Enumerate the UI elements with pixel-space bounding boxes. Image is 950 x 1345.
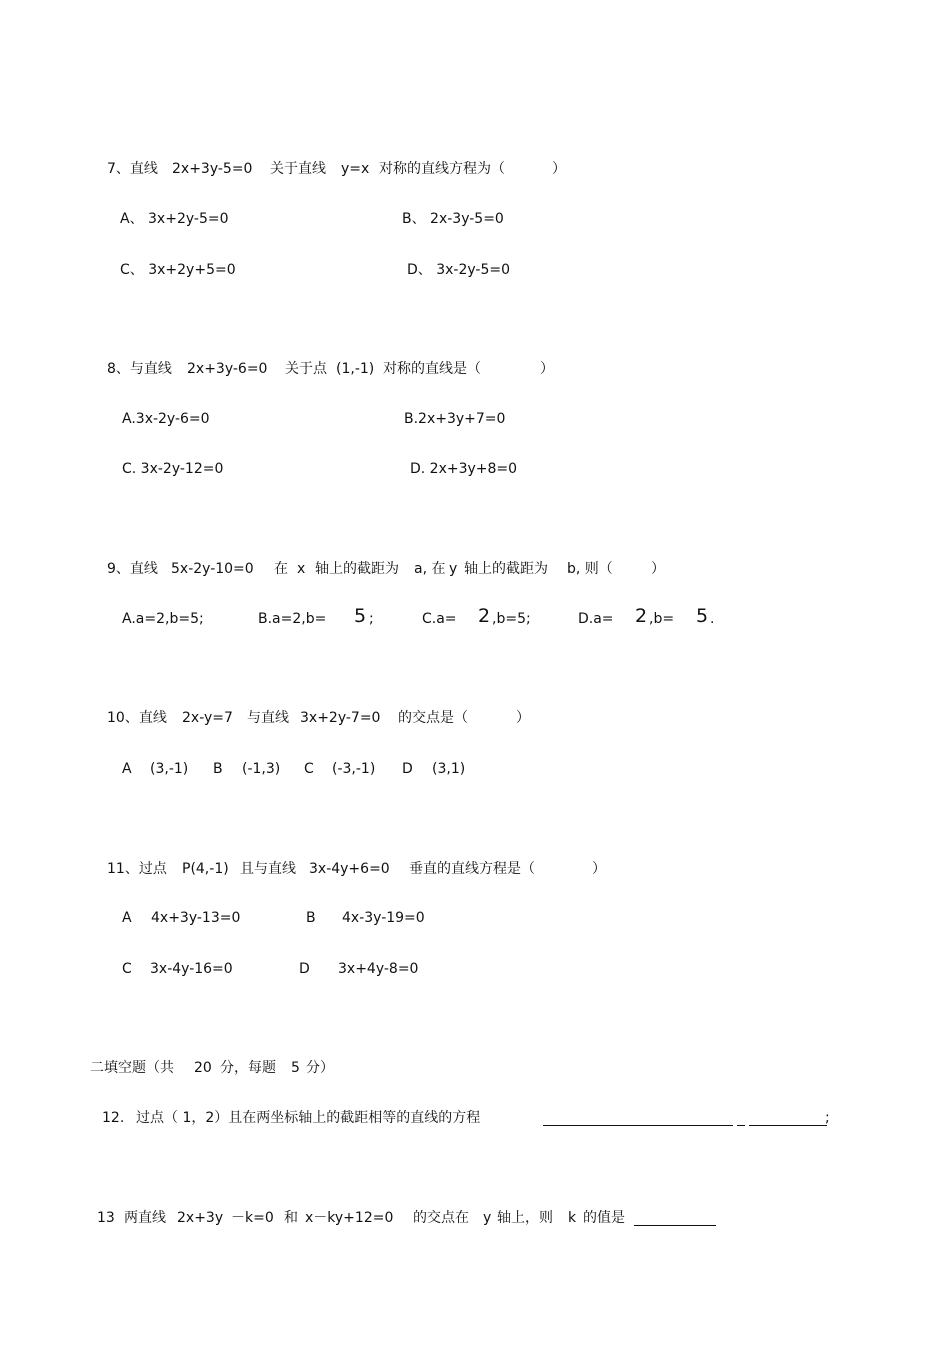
q7-stem-c: 关于直线 (270, 161, 326, 177)
q9-stem-d: x (297, 561, 306, 577)
section-2-e: 分） (306, 1060, 334, 1076)
q8-option-c: C. 3x-2y-12=0 (122, 461, 224, 477)
q10-option-b-value: (-1,3) (242, 761, 281, 777)
q13-a: 13 (97, 1210, 115, 1226)
q13-g: 的交点在 (413, 1210, 469, 1226)
q10-option-a-label: A (122, 761, 132, 777)
q13-answer-blank[interactable] (634, 1211, 716, 1226)
q11-option-c-label: C (122, 961, 132, 977)
q12-answer-blank-1[interactable] (543, 1111, 733, 1126)
q7-option-d: D、 3x-2y-5=0 (407, 262, 511, 278)
q13-h: y (483, 1210, 492, 1226)
q10-option-c-value: (-3,-1) (332, 761, 376, 777)
section-2-b: 20 (194, 1060, 212, 1076)
q8-stem-end: ） (540, 361, 554, 377)
q9-option-d-text: D.a= (578, 611, 614, 627)
q10-stem-d: 3x+2y-7=0 (300, 710, 381, 726)
q11-stem-end: ） (592, 861, 606, 877)
q13-k: 的值是 (583, 1210, 625, 1226)
section-2-c: 分，每题 (220, 1060, 276, 1076)
q10-option-d-value: (3,1) (432, 761, 466, 777)
q7-option-c: C、 3x+2y+5=0 (120, 262, 236, 278)
q10-stem-end: ） (516, 710, 530, 726)
q11-option-d-label: D (299, 961, 310, 977)
q8-option-b: B.2x+3y+7=0 (404, 411, 506, 427)
q10-stem-e: 的交点是（ (398, 710, 468, 726)
q10-option-d-label: D (402, 761, 413, 777)
q8-stem-d: (1,-1) (336, 361, 375, 377)
q8-option-a: A.3x-2y-6=0 (122, 411, 210, 427)
section-2-d: 5 (291, 1060, 300, 1076)
q12-answer-blank-3[interactable] (749, 1111, 827, 1126)
q7-stem-e: 对称的直线方程为（ (379, 161, 505, 177)
q8-stem-c: 关于点 (285, 361, 327, 377)
q13-e: 和 (284, 1210, 298, 1226)
q7-stem-b: 2x+3y-5=0 (172, 161, 253, 177)
q9-option-c-value: 2 (478, 605, 491, 627)
q10-stem-b: 2x-y=7 (182, 710, 233, 726)
q9-stem-b: 5x-2y-10=0 (171, 561, 254, 577)
q9-stem-end: ） (651, 561, 665, 577)
q11-option-b-value: 4x-3y-19=0 (342, 910, 425, 926)
q13-d: －k=0 (231, 1210, 274, 1226)
q10-stem-a: 10、直线 (107, 710, 167, 726)
q11-option-a-value: 4x+3y-13=0 (151, 910, 241, 926)
q9-stem-h: 轴上的截距为 (464, 561, 548, 577)
q11-stem-b: P(4,-1) (182, 861, 229, 877)
q13-c: 2x+3y (177, 1210, 224, 1226)
q12-number: 12. (102, 1110, 125, 1126)
q7-option-b: B、 2x-3y-5=0 (402, 211, 504, 227)
q12-text: 过点（ 1，2）且在两坐标轴上的截距相等的直线的方程 (136, 1110, 481, 1126)
q9-stem-e: 轴上的截距为 (315, 561, 399, 577)
q10-option-a-value: (3,-1) (150, 761, 189, 777)
q8-option-d: D. 2x+3y+8=0 (410, 461, 518, 477)
q12-answer-blank-2[interactable] (737, 1111, 745, 1126)
q9-option-d-mid: ,b= (649, 611, 675, 627)
q11-stem-e: 垂直的直线方程是（ (409, 861, 535, 877)
q8-stem-b: 2x+3y-6=0 (187, 361, 268, 377)
q8-stem-a: 8、与直线 (107, 361, 172, 377)
q9-option-b-value: 5 (354, 605, 367, 627)
q9-stem-g: y (449, 561, 458, 577)
q11-option-d-value: 3x+4y-8=0 (338, 961, 419, 977)
q9-option-b-text: B.a=2,b= (258, 611, 327, 627)
q10-option-c-label: C (304, 761, 314, 777)
q10-stem-c: 与直线 (247, 710, 289, 726)
q9-option-d-end: . (710, 611, 715, 627)
q9-option-a: A.a=2,b=5; (122, 611, 204, 627)
q9-stem-c: 在 (274, 561, 288, 577)
q9-stem-f: a, 在 (414, 561, 446, 577)
q9-option-d-value-b: 5 (696, 605, 709, 627)
q11-option-c-value: 3x-4y-16=0 (150, 961, 233, 977)
q11-stem-d: 3x-4y+6=0 (309, 861, 390, 877)
q13-i: 轴上，则 (497, 1210, 553, 1226)
q9-option-d-value-a: 2 (635, 605, 648, 627)
q7-stem-d: y=x (341, 161, 370, 177)
q9-stem-a: 9、直线 (107, 561, 158, 577)
q7-stem-a: 7、直线 (107, 161, 158, 177)
q12-tail: ; (825, 1110, 830, 1126)
q11-stem-a: 11、过点 (107, 861, 167, 877)
q9-option-b-end: ; (369, 611, 374, 627)
q11-stem-c: 且与直线 (240, 861, 296, 877)
q7-stem-end: ） (552, 161, 566, 177)
q13-f: x－ky+12=0 (305, 1210, 394, 1226)
q9-option-c-text: C.a= (422, 611, 457, 627)
q7-option-a: A、 3x+2y-5=0 (120, 211, 229, 227)
q11-option-b-label: B (306, 910, 316, 926)
q13-b: 两直线 (124, 1210, 166, 1226)
q11-option-a-label: A (122, 910, 132, 926)
q13-j: k (568, 1210, 577, 1226)
section-2-a: 二填空题（共 (90, 1060, 174, 1076)
q8-stem-e: 对称的直线是（ (383, 361, 481, 377)
q10-option-b-label: B (213, 761, 223, 777)
q9-stem-i: b, 则（ (567, 561, 613, 577)
q9-option-c-end: ,b=5; (492, 611, 531, 627)
